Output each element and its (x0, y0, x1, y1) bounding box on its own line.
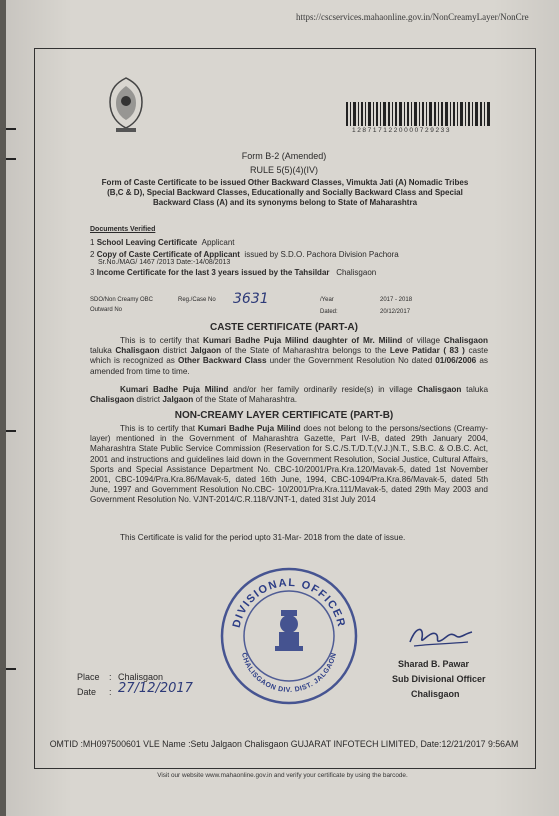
part-a-paragraph: This is to certify that Kumari Badhe Puja Milind daughter of Mr. Milind of village Chalisgaon taluka Chalisgaon district Jalgaon of the State of Maharashtra belongs to the Leve Patidar ( 83 ) caste which is recognized as Other Backward Class under the Government Resolution No dated 01/06/2006 as amended from time to time. (90, 336, 489, 376)
sdo-label: SDO/Non Creamy OBC (90, 297, 154, 303)
document-item: 1 School Leaving Certificate Applicant (90, 238, 235, 247)
date-colon: : (109, 687, 112, 697)
official-stamp (219, 566, 359, 706)
document-item: 2 Copy of Caste Certificate of Applicant issued by S.D.O. Pachora Division Pachora (90, 250, 399, 259)
officer-signature (406, 622, 476, 652)
year-label: /Year (320, 297, 334, 303)
year-value: 2017 - 2018 (380, 297, 413, 303)
svg-text:CHALISGAON DIV. DIST. JALGAON: CHALISGAON DIV. DIST. JALGAON (239, 652, 339, 695)
certificate-paper (6, 0, 559, 816)
barcode (346, 102, 491, 126)
barcode-number: 1287171220000729233 (352, 127, 452, 134)
outward-label: Outward No (90, 307, 123, 313)
binding-mark (6, 128, 16, 130)
validity-text: This Certificate is valid for the period upto 31-Mar- 2018 from the date of issue. (120, 533, 406, 542)
document-item: 3 Income Certificate for the last 3 years issued by the Tahsildar Chalisgaon (90, 268, 377, 277)
officer-title: Sub Divisional Officer (392, 674, 486, 684)
form-title: Form B-2 (Amended) (241, 151, 327, 161)
regcase-value: 3631 (233, 291, 269, 307)
regcase-label: Reg./Case No (178, 297, 216, 303)
place-value: Chalisgaon (118, 672, 164, 682)
officer-name: Sharad B. Pawar (398, 659, 470, 669)
documents-heading: Documents Verified (90, 226, 156, 233)
officer-place: Chalisgaon (411, 689, 460, 699)
place-label: Place (77, 672, 100, 682)
svg-text:DIVISIONAL OFFICER: DIVISIONAL OFFICER (230, 576, 348, 629)
maharashtra-emblem-icon (106, 76, 146, 134)
binding-mark (6, 158, 16, 160)
form-heading: Form of Caste Certificate to be issued Other Backward Classes, Vimukta Jati (A) Nomadic Tribes (B,C & D), Special Backward Classes, Educationally and Socially Backward Class and Special Backward Class (A) and its synonyms belong to State of Maharashtra (101, 178, 469, 207)
dated-label: Dated: (320, 309, 338, 315)
footer-note: Visit our website www.mahaonline.gov.in and verify your certificate by using the barcode. (157, 772, 408, 779)
date-value: 27/12/2017 (118, 681, 193, 696)
date-label: Date (77, 687, 97, 697)
part-a-title: CASTE CERTIFICATE (PART-A) (210, 322, 358, 333)
binding-mark (6, 668, 16, 670)
part-b-paragraph: This is to certify that Kumari Badhe Puja Milind does not belong to the persons/sections (Creamy-layer) mentioned in the Government of Maharashtra Gazette, Part IV-B, dated 29th January 2004, Maharashtra State Public Service Commission (Reservation for S.C./S.T./D.T.(V.J.)N.T., S.B.C. & O.B.C. Act, 2001 and instructions and guidelines laid down in the Government Resolution, Social Justice, Cultural Affairs, Sports and Special Assistance Department No. CBC-10/2001/Pra.Kra.120/Mavak-5, dated 1st November 2001, CBC-1094/Pra.Kra.86/Mavak-5, dated 16th June, 1994, CBC-1094/Pra.Kra.86/Mavak-5, dated 5th June, 1997 and Government Resolution No.CBC- 10/2001/Pra.Kra.111/Mavak-5, dated 29th May 2003 and Government Resolution No. VJNT-2014/C.R.118/VJNT-1, dated 31st July 2014 (90, 424, 488, 505)
place-colon: : (109, 672, 112, 682)
source-url: https://cscservices.mahaonline.gov.in/NonCreamyLayer/NonCre (296, 12, 529, 22)
omtid-text: OMTID :MH097500601 VLE Name :Setu Jalgaon Chalisgaon GUJARAT INFOTECH LIMITED, Date:12/21/2017 9:56AM (49, 739, 519, 749)
part-b-title: NON-CREAMY LAYER CERTIFICATE (PART-B) (174, 410, 394, 421)
binding-mark (6, 430, 16, 432)
part-a-residence: Kumari Badhe Puja Milind and/or her family ordinarily reside(s) in village Chalisgaon taluka Chalisgaon district Jalgaon of the State of Maharashtra. (90, 385, 488, 405)
form-rule: RULE 5(5)(4)(IV) (249, 165, 318, 175)
dated-value: 20/12/2017 (380, 309, 411, 315)
document-item-sub: Sr.No./MAG/ 1467 /2013 Date:-14/08/2013 (98, 259, 231, 266)
